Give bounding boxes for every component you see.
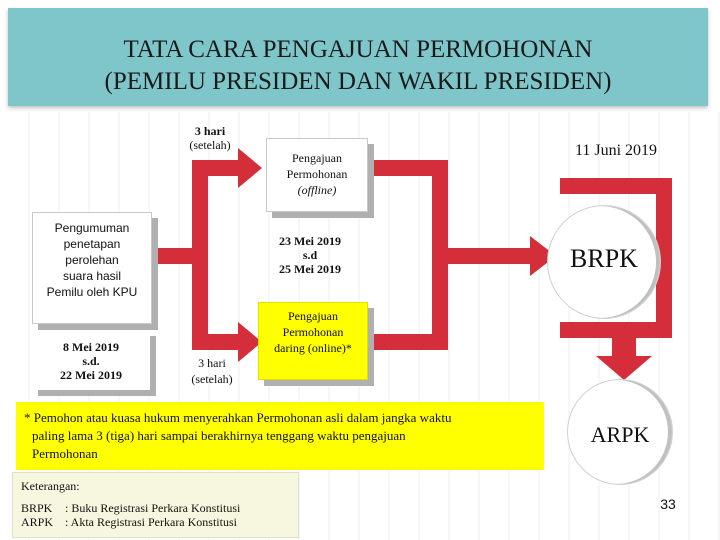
top-duration-line1: 3 hari [194,124,226,138]
arpk-label: ARPK [590,422,650,447]
note-line2: paling lama 3 (tiga) hari sampai berakhirnya tenggang waktu pengajuan [32,428,406,443]
submission-date-end: 25 Mei 2019 [279,262,341,276]
bracket-top [560,178,658,194]
legend-row1-text: : Buku Registrasi Perkara Konstitusi [65,501,241,515]
legend-heading: Keterangan: [21,479,80,493]
note-box [16,402,544,470]
announcement-line1: Pengumuman [54,221,130,235]
brpk-circle [548,206,660,318]
page-number: 33 [660,496,676,512]
note-line3: Permohonan [32,446,98,461]
offline-line2: Permohonan [286,167,348,181]
online-line3: daring (online)* [274,341,352,355]
top-duration-line2: (setelah) [189,138,231,152]
announcement-line4: suara hasil [62,269,122,283]
announcement-line5: Pemilu oleh KPU [46,285,138,299]
online-line1: Pengajuan [288,309,338,323]
legend-row1-abbr: BRPK [21,501,53,515]
arrowhead-top [238,148,262,188]
branch-bottom [192,334,240,350]
legend-panel [12,472,299,538]
offline-submission-box [266,138,368,212]
online-line2: Permohonan [282,325,344,339]
offline-line3: (offline) [297,183,337,197]
bottom-duration-line2: (setelah) [191,372,233,386]
announcement-date-end: 22 Mei 2019 [60,368,122,382]
announcement-box [32,212,152,324]
announcement-date-start: 8 Mei 2019 [63,340,119,354]
offline-line1: Pengajuan [292,151,342,165]
legend-row2-abbr: ARPK [21,515,54,529]
down-arrowhead [596,356,652,380]
submission-date-start: 23 Mei 2019 [279,234,341,248]
announcement-line2: penetapan [63,237,121,251]
branch-top [192,160,240,176]
page-subtitle: (PEMILU PRESIDEN DAN WAKIL PRESIDEN) [104,68,612,95]
deadline-date: 11 Juni 2019 [574,142,658,159]
online-submission-box [258,302,368,380]
connector-to-brpk [432,248,532,264]
announcement-date-sd: s.d. [82,354,100,368]
announcement-line3: perolehan [65,253,119,267]
submission-date-sd: s.d [302,248,318,262]
legend-row2-text: : Akta Registrasi Perkara Konstitusi [65,515,237,529]
page-title: TATA CARA PENGAJUAN PERMOHONAN [123,36,593,63]
brpk-label: BRPK [570,244,638,273]
connector-trunk [192,160,208,350]
down-arrow-shaft [612,330,636,358]
note-line1: * Pemohon atau kuasa hukum menyerahkan Permohonan asli dalam jangka waktu [24,410,452,425]
announcement-dates-box [32,330,150,390]
bottom-duration-line1: 3 hari [198,356,226,370]
arpk-circle [568,380,672,484]
